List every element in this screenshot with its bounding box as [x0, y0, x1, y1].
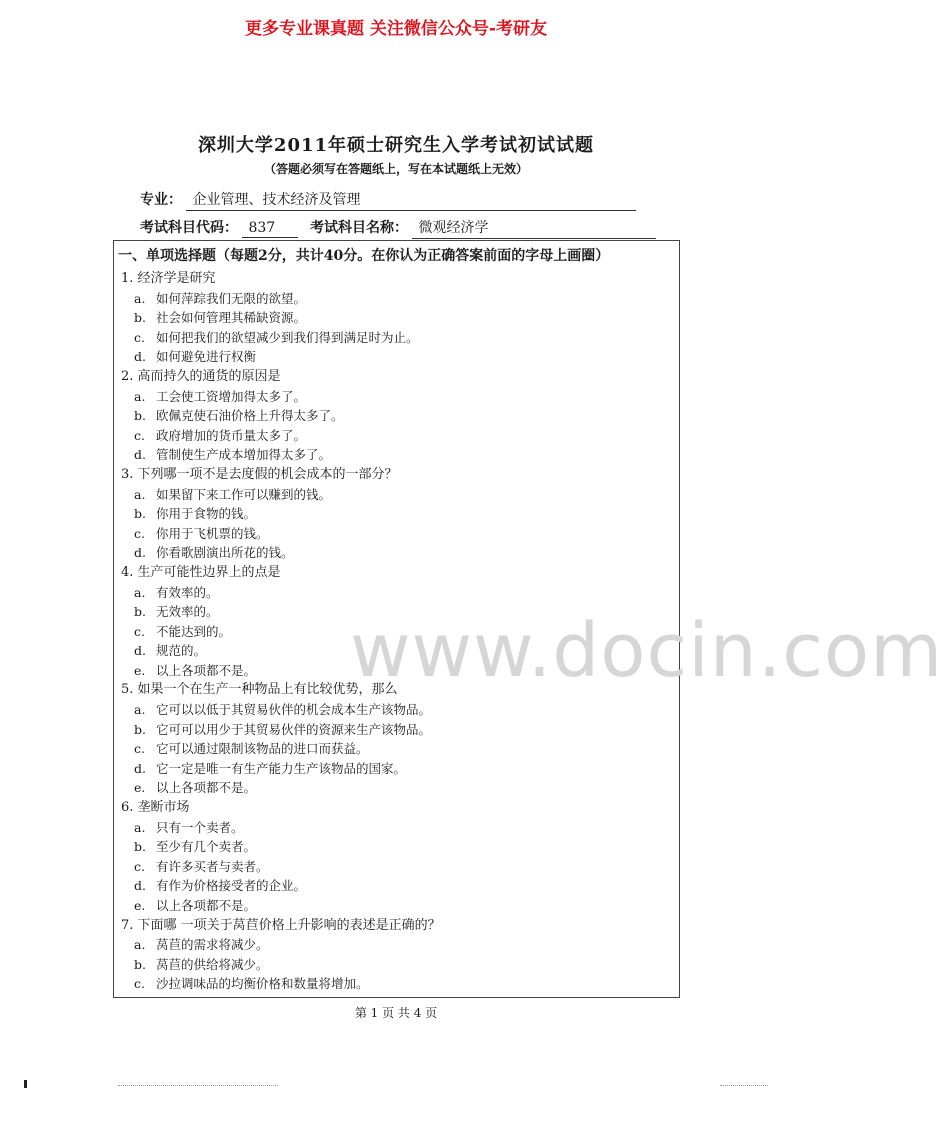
option-text: 沙拉调味品的均衡价格和数量将增加。 — [156, 976, 369, 992]
answer-option — [114, 896, 679, 916]
option-text: 以上各项都不是。 — [156, 780, 257, 796]
option-letter: c. — [134, 427, 145, 443]
option-letter: a. — [134, 937, 146, 953]
option-text: 如果留下来工作可以赚到的钱。 — [156, 486, 332, 502]
major-value: 企业管理、技术经济及管理 — [186, 189, 636, 211]
option-text: 有许多买者与卖者。 — [156, 858, 269, 874]
option-text: 工会使工资增加得太多了。 — [156, 388, 307, 404]
question-stem: 3. 下列哪一项不是去度假的机会成本的一部分？ — [121, 466, 398, 482]
question-stem: 4. 生产可能性边界上的点是 — [121, 564, 281, 580]
answer-option — [114, 504, 679, 524]
answer-option — [114, 876, 679, 896]
answer-option — [114, 347, 679, 367]
answer-option — [114, 308, 679, 328]
option-text: 莴苣的供给将减少。 — [156, 956, 269, 972]
option-letter: d. — [134, 760, 146, 776]
option-text: 你用于食物的钱。 — [156, 506, 257, 522]
option-letter: c. — [134, 976, 145, 992]
option-letter: b. — [134, 310, 146, 326]
answer-option — [114, 583, 679, 603]
answer-option — [114, 289, 679, 309]
option-letter: a. — [134, 584, 146, 600]
answer-option — [114, 857, 679, 877]
option-letter: b. — [134, 604, 146, 620]
option-text: 不能达到的。 — [156, 623, 232, 639]
option-text: 它一定是唯一有生产能力生产该物品的国家。 — [156, 760, 407, 776]
answer-option — [114, 426, 679, 446]
option-letter: c. — [134, 623, 145, 639]
answer-option — [114, 328, 679, 348]
option-letter: d. — [134, 545, 146, 561]
option-letter: b. — [134, 956, 146, 972]
scan-line — [720, 1085, 768, 1086]
option-text: 有效率的。 — [156, 584, 219, 600]
option-text: 至少有几个卖者。 — [156, 839, 257, 855]
exam-title: 深圳大学2011年硕士研究生入学考试初试试题 — [197, 135, 595, 156]
option-letter: c. — [134, 741, 145, 757]
promo-banner: 更多专业课真题 关注微信公众号-考研友 — [245, 19, 547, 39]
option-letter: a. — [134, 702, 146, 718]
answer-option — [114, 543, 679, 563]
answer-option — [114, 837, 679, 857]
subject-code-field — [140, 217, 298, 238]
option-letter: b. — [134, 408, 146, 424]
option-text: 只有一个卖者。 — [156, 819, 244, 835]
option-letter: a. — [134, 486, 146, 502]
scan-line — [118, 1085, 278, 1086]
option-text: 如何萍踪我们无限的欲望。 — [156, 290, 307, 306]
option-letter: d. — [134, 643, 146, 659]
option-text: 它可以以低于其贸易伙伴的机会成本生产该物品。 — [156, 702, 432, 718]
option-text: 你看歌剧演出所花的钱。 — [156, 545, 294, 561]
subject-name-label: 考试科目名称： — [310, 220, 408, 236]
watermark: www.docin.com — [350, 608, 943, 694]
question-stem: 2. 高而持久的通货的原因是 — [121, 368, 281, 384]
option-letter: a. — [134, 290, 146, 306]
subject-name-field — [310, 217, 656, 239]
option-text: 社会如何管理其稀缺资源。 — [156, 310, 307, 326]
answer-notice: （答题必须写在答题纸上，写在本试题纸上无效） — [263, 162, 528, 176]
option-text: 政府增加的货币量太多了。 — [156, 427, 307, 443]
option-letter: a. — [134, 388, 146, 404]
option-text: 规范的。 — [156, 643, 207, 659]
question-stem: 1. 经济学是研究 — [121, 271, 216, 286]
option-text: 如何避免进行权衡 — [156, 349, 257, 365]
answer-option — [114, 818, 679, 838]
option-letter: c. — [134, 329, 145, 345]
answer-option — [114, 485, 679, 505]
subject-name-value: 微观经济学 — [412, 217, 656, 239]
answer-option — [114, 739, 679, 759]
answer-option — [114, 700, 679, 720]
answer-option — [114, 955, 679, 975]
option-text: 有作为价格接受者的企业。 — [156, 878, 307, 894]
section-heading: 一、单项选择题（每题2分，共计40分。在你认为正确答案前面的字母上画圈） — [118, 248, 610, 264]
major-label: 专业： — [140, 192, 182, 208]
answer-option — [114, 974, 679, 994]
option-text: 无效率的。 — [156, 604, 219, 620]
question-stem: 5. 如果一个在生产一种物品上有比较优势，那么 — [121, 682, 398, 698]
answer-option — [114, 759, 679, 779]
answer-option — [114, 720, 679, 740]
question-stem: 7. 下面哪 一项关于莴苣价格上升影响的表述是正确的？ — [121, 917, 441, 933]
subject-code-label: 考试科目代码： — [140, 220, 238, 236]
option-letter: b. — [134, 721, 146, 737]
major-field — [140, 189, 636, 211]
question-stem: 6. 垄断市场 — [121, 800, 190, 816]
answer-option — [114, 524, 679, 544]
scan-mark — [24, 1080, 27, 1088]
option-text: 莴苣的需求将减少。 — [156, 937, 269, 953]
option-text: 它可可以用少于其贸易伙伴的资源来生产该物品。 — [156, 721, 432, 737]
option-letter: a. — [134, 819, 146, 835]
option-letter: c. — [134, 525, 145, 541]
option-text: 欧佩克使石油价格上升得太多了。 — [156, 408, 344, 424]
answer-option — [114, 445, 679, 465]
option-letter: d. — [134, 349, 146, 365]
option-letter: d. — [134, 447, 146, 463]
answer-option — [114, 406, 679, 426]
subject-code-value: 837 — [242, 220, 298, 238]
answer-option — [114, 778, 679, 798]
answer-option — [114, 935, 679, 955]
option-text: 如何把我们的欲望减少到我们得到满足时为止。 — [156, 329, 419, 345]
option-text: 管制使生产成本增加得太多了。 — [156, 447, 332, 463]
option-letter: e. — [134, 898, 146, 913]
option-letter: c. — [134, 858, 145, 874]
page-footer: 第 1 页 共 4 页 — [354, 1006, 438, 1020]
answer-option — [114, 387, 679, 407]
option-text: 它可以通过限制该物品的进口而获益。 — [156, 741, 369, 757]
option-letter: e. — [134, 780, 146, 796]
option-letter: b. — [134, 506, 146, 522]
option-text: 以上各项都不是。 — [156, 662, 257, 678]
option-text: 以上各项都不是。 — [156, 898, 257, 913]
option-letter: e. — [134, 662, 146, 678]
option-letter: b. — [134, 839, 146, 855]
option-letter: d. — [134, 878, 146, 894]
option-text: 你用于飞机票的钱。 — [156, 525, 269, 541]
